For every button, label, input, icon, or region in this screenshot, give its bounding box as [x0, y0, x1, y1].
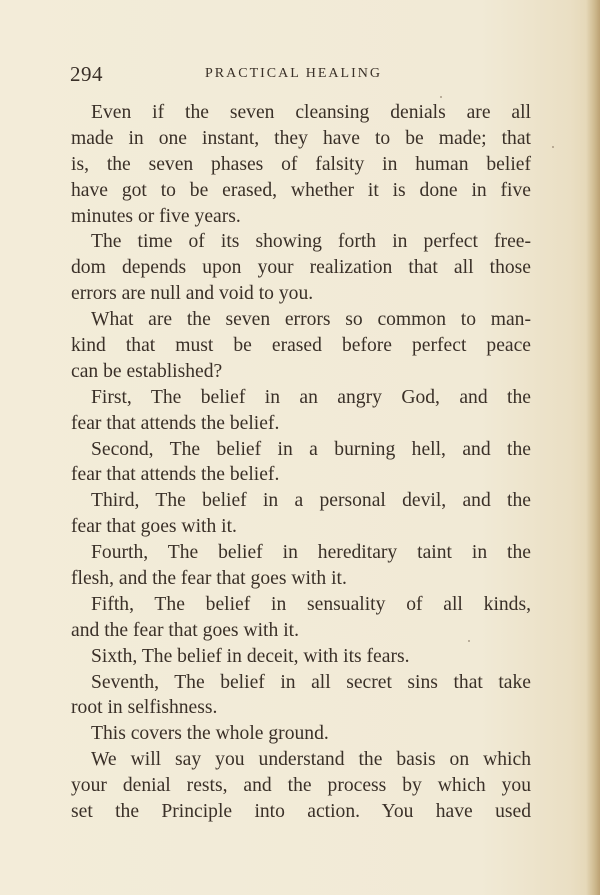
text-line: errors are null and void to you. [71, 283, 314, 305]
text-line: set the Principle into action. You have used [71, 801, 531, 823]
text-line: is, the seven phases of falsity in human belief [71, 153, 531, 175]
text-line: What are the seven errors so common to man- [91, 309, 531, 331]
text-line: your denial rests, and the process by which you [71, 775, 531, 797]
text-line: Even if the seven cleansing denials are all [91, 102, 531, 123]
text-line: have got to be erased, whether it is done in five [71, 179, 531, 201]
print-speck [468, 640, 470, 642]
text-line: and the fear that goes with it. [71, 619, 299, 641]
text-line: fear that attends the belief. [71, 464, 280, 486]
page-number: 294 [70, 62, 103, 86]
body-text [71, 100, 531, 825]
text-line: The time of its showing forth in perfect free- [91, 231, 531, 253]
text-line: Seventh, The belief in all secret sins that take [91, 671, 531, 693]
text-line: flesh, and the fear that goes with it. [71, 568, 347, 590]
text-line: This covers the whole ground. [91, 723, 329, 745]
text-line: Sixth, The belief in deceit, with its fears. [91, 645, 410, 667]
text-line: kind that must be erased before perfect peace [71, 335, 531, 357]
text-line: Fifth, The belief in sensuality of all kinds, [91, 593, 531, 615]
print-speck [440, 96, 442, 98]
text-line: can be established? [71, 360, 223, 382]
text-line: dom depends upon your realization that all those [71, 257, 531, 279]
running-head: PRACTICAL HEALING [205, 66, 382, 81]
text-line: Fourth, The belief in hereditary taint in the [91, 542, 531, 564]
text-line: Second, The belief in a burning hell, and the [91, 438, 531, 460]
text-line: First, The belief in an angry God, and the [91, 386, 531, 408]
text-line: We will say you understand the basis on which [91, 749, 531, 771]
page-header [70, 62, 530, 92]
text-line: Third, The belief in a personal devil, and the [91, 490, 531, 512]
print-speck [552, 146, 554, 148]
text-line: fear that attends the belief. [71, 412, 280, 434]
text-line: minutes or five years. [71, 205, 241, 227]
text-line: fear that goes with it. [71, 516, 237, 538]
page-edge-shadow [586, 0, 600, 895]
text-line: made in one instant, they have to be made; that [71, 127, 531, 149]
text-line: root in selfishness. [71, 697, 218, 719]
